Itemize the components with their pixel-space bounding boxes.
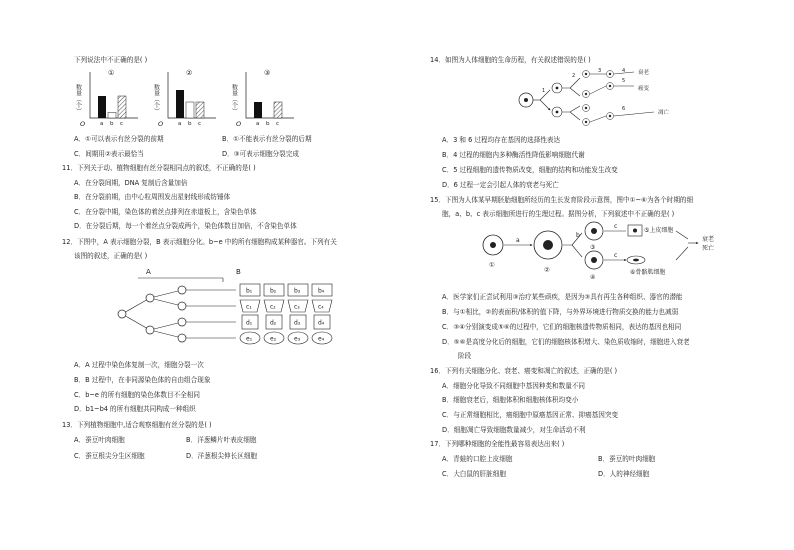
q16-stem: 16．下列有关细胞分化、衰老、癌变和凋亡的叙述，正确的是( )	[430, 367, 618, 375]
tick-label: b	[110, 121, 114, 127]
cell-label: b₃	[294, 287, 301, 295]
q12-option-b: B．B 过程中，在非同源染色体的自由组合现象	[74, 376, 211, 384]
q14-option-b: B．4 过程的细胞内多种酶活性降低影响细胞代谢	[442, 151, 585, 159]
q10-bar-figure	[74, 66, 314, 132]
tick-label: c	[276, 121, 280, 127]
small-nucleus	[609, 115, 611, 117]
branch-line	[122, 314, 150, 330]
tick-label: a	[178, 121, 182, 127]
branch-line	[150, 290, 182, 298]
q10-stem: 下列说法中不正确的是( )	[74, 56, 148, 64]
y-axis-label: 数量（个）	[230, 84, 238, 114]
label-b: B	[236, 268, 241, 276]
branch-line	[150, 330, 182, 338]
cell-1: ①	[489, 261, 495, 269]
cell-node	[146, 326, 154, 334]
q11-option-d: D．在分裂后期，每一个着丝点分裂成两个，染色体数目加倍，不含染色单体	[74, 222, 297, 230]
cell-node	[178, 334, 186, 342]
cell-label: d₂	[270, 319, 277, 327]
y-axis-label: 数量（个）	[74, 84, 82, 114]
small-nucleus	[609, 85, 611, 87]
q15-option-d-cont: 阶段	[458, 352, 472, 360]
bar	[108, 112, 116, 118]
q16-option-b: B．细胞衰老后，细胞体积和细胞核体积均变小	[442, 396, 579, 404]
panel-label: ③	[264, 69, 271, 77]
cell-label: c₁	[246, 303, 252, 311]
fate-death: 死亡	[702, 245, 715, 252]
arrow-line	[590, 116, 606, 122]
cell-label: c₂	[270, 303, 276, 311]
q15-option-d: D．⑤⑥是高度分化后的细胞，它们的细胞核体积增大、染色质收缩时，细胞进入衰老	[442, 338, 690, 346]
q12-option-a: A．A 过程中染色体复制一次，细胞分裂一次	[74, 361, 204, 369]
cell-label: c₄	[318, 303, 324, 311]
apoptosis-label: 凋亡	[658, 110, 670, 116]
tick-label: c	[198, 121, 202, 127]
q15-development-figure	[476, 222, 736, 280]
q10-option-c: C．间期用②表示最恰当	[74, 150, 144, 158]
panel-label: ①	[108, 69, 115, 77]
process-c2: c	[614, 252, 618, 259]
cell-label: b₁	[246, 287, 253, 295]
cell-label: d₃	[294, 319, 301, 327]
q12-stem-line2: 该图的叙述，正确的是( )	[74, 252, 148, 260]
label-a: A	[146, 268, 151, 276]
senescence-label: 衰老	[638, 70, 650, 76]
q10-option-d: D．③可表示细胞分裂完成	[222, 150, 299, 158]
bar	[274, 102, 282, 118]
cell-label: e₄	[318, 335, 325, 343]
q10-option-b: B．①不能表示有丝分裂的后期	[222, 135, 312, 143]
cell-node	[146, 294, 154, 302]
process-5: 5	[622, 78, 626, 84]
bar	[118, 96, 126, 118]
process-4: 4	[622, 68, 626, 74]
fate-senescence: 衰老	[702, 236, 715, 243]
q11-option-c: C．在分裂中期，染色体的着丝点排列在赤道板上，含染色单体	[74, 208, 257, 216]
branch-line	[122, 298, 150, 314]
left-column	[62, 0, 402, 550]
q11-stem: 11．下列关于动、植物细胞有丝分裂相同点的叙述，不正确的是( )	[62, 164, 256, 172]
q13-option-b: B．洋葱鳞片叶表皮细胞	[186, 436, 257, 444]
q12-option-c: C．b~e 的所有细胞的染色体数目不全相同	[74, 391, 200, 399]
tick-label: b	[266, 121, 270, 127]
q12-stem-line1: 12．下图中，A 表示细胞分裂，B 表示细胞分化。b~e 中的所有细胞构成某种器官。下列有关	[62, 238, 337, 246]
cell-node	[178, 302, 186, 310]
branch-line	[150, 322, 182, 330]
cell-label: e₃	[294, 335, 301, 343]
origin-label: O	[80, 120, 86, 128]
panel-label: ②	[186, 69, 193, 77]
cancer-label: 癌变	[638, 86, 650, 92]
q14-stem: 14．如图为人体细胞的生命历程，有关叙述错误的是( )	[430, 56, 591, 64]
right-column	[430, 0, 770, 550]
q13-option-d: D．洋葱根尖伸长区细胞	[186, 452, 258, 460]
cell-label: c₃	[294, 303, 300, 311]
cell-4: ④	[590, 274, 596, 281]
bar	[176, 90, 184, 118]
q15-stem-line2: 胞，a、b、c 表示细胞所进行的生理过程。据图分析，下列叙述中不正确的是( )	[442, 210, 675, 218]
q11-option-a: A．在分裂间期，DNA 复制后含量加倍	[74, 179, 188, 187]
q12-division-figure	[112, 268, 364, 348]
tick-label: c	[120, 121, 124, 127]
bar	[196, 102, 204, 118]
small-nucleus	[585, 121, 587, 123]
tick-label: a	[100, 121, 104, 127]
q16-option-d: D．细胞凋亡导致细胞数量减少，对生命活动不利	[442, 426, 586, 434]
tick-label: a	[256, 121, 260, 127]
q11-option-b: B．在分裂前期，由中心粒周围发出星射线形成纺锤体	[74, 193, 231, 201]
cell-label: e₂	[270, 335, 277, 343]
q17-option-d: D．人的神经细胞	[598, 470, 650, 478]
q15-stem-line1: 15．下图为人体某早期胚胎细胞所经历的生长发育阶段示意图，图中①~⑥为各个时期的细	[430, 196, 694, 204]
process-3: 3	[598, 68, 602, 74]
cell-node	[178, 286, 186, 294]
q16-option-c: C．与正常细胞相比，癌细胞中原癌基因正常、抑癌基因突变	[442, 411, 619, 419]
cell-label: b₂	[270, 287, 277, 295]
axes	[246, 72, 294, 118]
arrow-line	[614, 112, 654, 116]
origin-label: O	[158, 120, 164, 128]
axes	[90, 72, 138, 118]
q13-stem: 13．下列植物细胞中,适合观察细胞有丝分裂的是( )	[62, 421, 212, 429]
process-c1: c	[614, 223, 618, 230]
cell-3: ③	[590, 244, 596, 251]
bar	[98, 96, 106, 118]
cell-label: b₄	[318, 287, 325, 295]
arrow-line	[590, 86, 606, 94]
process-a: a	[516, 237, 520, 244]
q14-option-d: D．6 过程一定会引起人体的衰老与死亡	[442, 181, 559, 189]
process-1: 1	[542, 88, 546, 94]
q13-option-a: A．蚕豆叶肉细胞	[74, 436, 125, 444]
small-nucleus	[609, 73, 611, 75]
q16-option-a: A．细胞分化导致不同细胞中基因种类和数量不同	[442, 382, 585, 390]
origin-label: O	[236, 120, 242, 128]
process-6: 6	[622, 106, 626, 112]
cell-node	[118, 310, 126, 318]
small-nucleus	[585, 73, 587, 75]
muscle-label: ⑥骨骼肌细胞	[630, 269, 666, 276]
q17-stem: 17．下列哪种细胞的全能性最容易表达出来( )	[430, 440, 565, 448]
q15-option-a: A．医学家们正尝试利用③治疗某些顽疾，是因为③具有再生各种组织、器官的潜能	[442, 293, 683, 301]
small-nucleus	[585, 107, 587, 109]
cell-label: d₁	[246, 319, 253, 327]
process-b: b	[576, 232, 580, 239]
q12-option-d: D．b1~b4 的所有细胞共同构成一种组织	[74, 405, 196, 413]
q17-option-a: A．青蛙的口腔上皮细胞	[442, 455, 513, 463]
q15-option-b: B．与①相比，②的表面积/体积的值下降，与外界环境进行物质交换的能力也减弱	[442, 308, 679, 316]
tick-label: b	[188, 121, 192, 127]
q14-option-a: A．3 和 6 过程均存在基因的选择性表达	[442, 136, 561, 144]
q14-option-c: C．5 过程细胞的遗传物质改变，细胞的结构和功能发生改变	[442, 166, 618, 174]
cell-2: ②	[544, 266, 550, 274]
y-axis-label: 数量（个）	[152, 84, 160, 114]
process-2: 2	[572, 73, 576, 79]
cell-label: d₄	[318, 319, 325, 327]
q17-option-b: B．蚕豆的叶肉细胞	[598, 455, 656, 463]
small-nucleus	[585, 93, 587, 95]
cell-label: e₁	[246, 335, 253, 343]
cell-node	[178, 318, 186, 326]
branch-line	[150, 298, 182, 306]
q10-option-a: A．①可以表示有丝分裂的前期	[74, 135, 164, 143]
q14-lifecycle-figure	[510, 64, 740, 134]
q15-option-c: C．③④分别演变成⑤⑥的过程中，它们的细胞核遗传物质相同，表达的基因也相同	[442, 323, 682, 331]
bar	[186, 102, 194, 118]
q13-option-c: C．蚕豆根尖分生区细胞	[74, 452, 145, 460]
q17-option-c: C．大白鼠的肝脏细胞	[442, 470, 506, 478]
epithelial-label: ⑤上皮细胞	[644, 227, 674, 234]
bar	[254, 102, 262, 118]
